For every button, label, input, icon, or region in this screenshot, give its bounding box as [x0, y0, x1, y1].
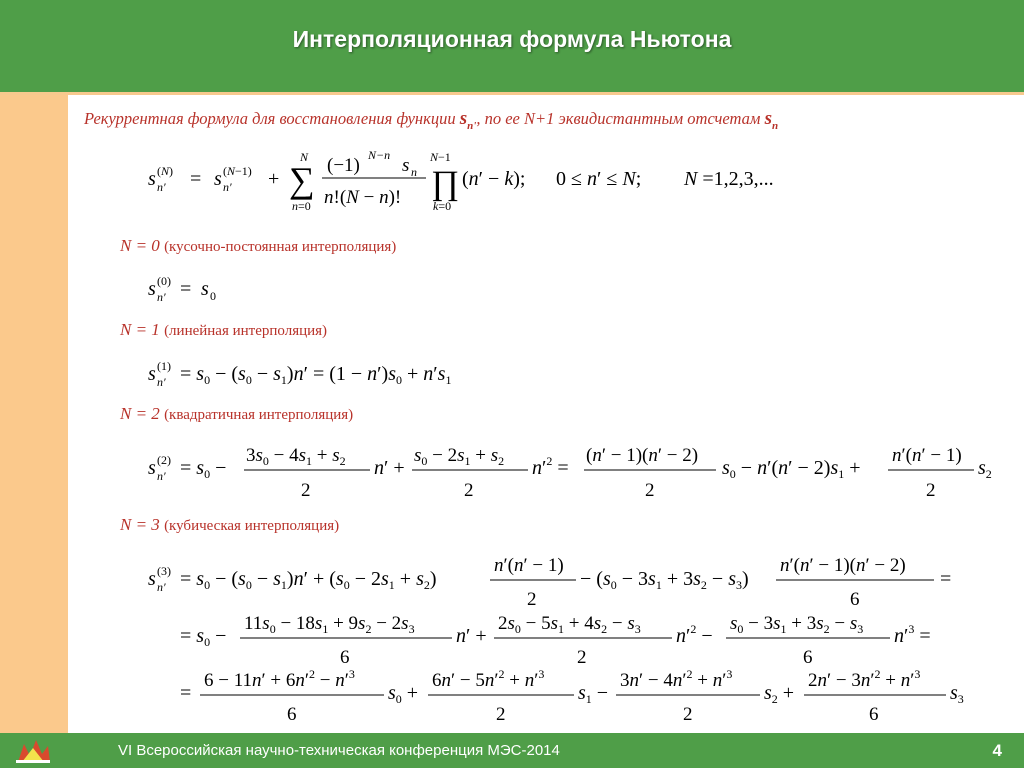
- svg-text:n′(n′ − 1): n′(n′ − 1): [892, 445, 962, 466]
- svg-text:s: s: [201, 278, 209, 300]
- svg-text:2s0 − 5s1 + 4s2 − s3: $2s_0 - 5s_1 + 4s_2 - s_3$: [498, 613, 641, 636]
- intro-text-part1: Рекуррентная формула для восстановления функции: [84, 109, 456, 128]
- svg-text:2: 2: [464, 480, 474, 501]
- svg-text:2: 2: [926, 480, 936, 501]
- svg-text:0: 0: [210, 289, 216, 303]
- svg-text:3n′ − 4n′2 + n′3: $3n' - 4n'^2 + n'^3$: [620, 667, 733, 691]
- svg-text:s0 − n′(n′ − 2)s1 +: $s_0 - n'(n' - 2)s_1$ +: [722, 457, 861, 481]
- case-n2-label: N = 2: [120, 404, 160, 423]
- formula-n3-line1: [148, 555, 951, 610]
- svg-text:+: +: [268, 168, 280, 190]
- formula-n0: [148, 274, 216, 304]
- intro-var-sn-sub: n: [771, 119, 779, 132]
- svg-text:s: s: [402, 155, 410, 176]
- svg-text:n′: n′: [157, 580, 166, 594]
- svg-text:(3): (3): [157, 564, 171, 578]
- svg-text:n: n: [411, 165, 417, 179]
- slide-footer: [0, 733, 1024, 768]
- svg-text:6: 6: [287, 704, 297, 725]
- svg-text:s0 − 3s1 + 3s2 − s3: $s_0 - 3s_1 + 3s_2 - s_3$: [730, 613, 864, 636]
- intro-var-s-base: s: [459, 108, 468, 129]
- svg-text:2: 2: [577, 647, 587, 668]
- svg-text:(2): (2): [157, 453, 171, 467]
- svg-text:s2 +: $s_2$ +: [764, 682, 795, 706]
- svg-text:s: s: [148, 363, 156, 385]
- case-n3-label: N = 3: [120, 515, 160, 534]
- svg-text:s0 − 2s1 + s2: $s_0 - 2s_1 + s_2$: [414, 445, 505, 468]
- svg-text:2n′ − 3n′2 + n′3: $2n' - 3n'^2 + n'^3$: [808, 667, 921, 691]
- formula-n1: [148, 359, 451, 389]
- svg-text:− (s0 − 3s1 + 3s2 − s3): − $(s_0 - 3s_1 + 3s_2 - s_3)$: [580, 568, 749, 592]
- svg-text:s: s: [148, 457, 156, 479]
- svg-text:s2: $s_2$: [978, 457, 992, 481]
- formula-n2: [148, 445, 992, 501]
- svg-text:n′2 −: $n'^2$ −: [676, 622, 713, 647]
- svg-text:n!(N − n)!: n!(N − n)!: [324, 187, 402, 208]
- svg-text:s0 +: $s_0$ +: [388, 682, 419, 706]
- svg-text:n′: n′: [157, 290, 166, 304]
- case-n2-desc: (квадратичная интерполяция): [164, 407, 354, 423]
- svg-text:n′(n′ − 1)(n′ − 2): n′(n′ − 1)(n′ − 2): [780, 555, 906, 576]
- svg-text:n=0: n=0: [292, 199, 311, 213]
- svg-text:s: s: [148, 168, 156, 190]
- svg-text:(n′ − k);: (n′ − k);: [462, 168, 526, 190]
- case-n1-desc: (линейная интерполяция): [164, 323, 328, 339]
- svg-text:(n′ − 1)(n′ − 2): (n′ − 1)(n′ − 2): [586, 445, 699, 466]
- formula-n3-line2: [180, 613, 931, 668]
- svg-text:= s0 −: = $s_0$ −: [180, 457, 227, 481]
- svg-text:6n′ − 5n′2 + n′3: $6n' - 5n'^2 + n'^3$: [432, 667, 545, 691]
- conference-name: VI Всероссийская научно-техническая конференция МЭС-2014: [118, 742, 560, 759]
- svg-text:= s0 −: = $s_0$ −: [180, 625, 227, 649]
- svg-text:N =1,2,3,...: N =1,2,3,...: [684, 168, 774, 190]
- svg-text:∑: ∑: [289, 160, 315, 200]
- svg-text:(0): (0): [157, 274, 171, 288]
- svg-text:n′ +: n′ +: [456, 625, 487, 647]
- svg-text:2: 2: [527, 589, 537, 610]
- svg-text:2: 2: [496, 704, 506, 725]
- svg-text:s3: $s_3$: [950, 682, 964, 706]
- svg-text:6: 6: [850, 589, 860, 610]
- svg-text:s: s: [148, 568, 156, 590]
- svg-text:= s0 − (s0 − s1)n′ + (s0 − 2s1: = $s_0 - (s_0 - s_1)n' + (s_0 - 2s_1 + s_2)$: [180, 568, 437, 592]
- case-n1-label: N = 1: [120, 320, 160, 339]
- svg-text:=: =: [190, 168, 202, 190]
- page-number: 4: [992, 741, 1002, 760]
- case-n0-label: N = 0: [120, 236, 160, 255]
- svg-text:=: =: [940, 568, 952, 590]
- svg-text:s: s: [214, 168, 222, 190]
- svg-text:N−n: N−n: [368, 148, 391, 162]
- svg-text:N: N: [300, 150, 309, 164]
- conference-logo-icon: [12, 736, 54, 766]
- svg-text:s: s: [148, 278, 156, 300]
- svg-text:=: =: [180, 682, 192, 704]
- svg-text:∏: ∏: [431, 165, 459, 202]
- svg-text:n′: n′: [157, 469, 166, 483]
- svg-text:2: 2: [301, 480, 311, 501]
- formula-n3-line3: [180, 667, 964, 725]
- svg-text:2: 2: [645, 480, 655, 501]
- svg-text:k=0: k=0: [433, 199, 452, 213]
- svg-text:(N−1): (N−1): [223, 164, 252, 178]
- svg-text:11s0 − 18s1 + 9s2 − 2s3: $11s_0 - 18s_1 + 9s_2 - 2s_3$: [244, 613, 415, 636]
- case-n3-desc: (кубическая интерполяция): [164, 518, 340, 534]
- svg-text:n′: n′: [157, 180, 166, 194]
- svg-text:3s0 − 4s1 + s2: $3s_0 - 4s_1 + s_2$: [246, 445, 346, 468]
- svg-text:n′ +: n′ +: [374, 457, 405, 479]
- svg-text:2: 2: [683, 704, 693, 725]
- svg-text:s1 −: $s_1$ −: [578, 682, 609, 706]
- svg-text:n′2 =: $n'^2$ =: [532, 454, 569, 479]
- svg-text:n′(n′ − 1): n′(n′ − 1): [494, 555, 564, 576]
- svg-text:6: 6: [869, 704, 879, 725]
- svg-text:N−1: N−1: [430, 150, 451, 164]
- svg-text:n′: n′: [223, 180, 232, 194]
- intro-text-part2: , по ее N+1 эквидистантным отсчетам: [476, 109, 761, 128]
- svg-text:6: 6: [340, 647, 350, 668]
- svg-text:(1): (1): [157, 359, 171, 373]
- svg-text:6: 6: [803, 647, 813, 668]
- intro-var-s-sub: n': [467, 119, 477, 132]
- svg-text:n′: n′: [157, 375, 166, 389]
- svg-text:n′3 =: $n'^3$ =: [894, 622, 931, 647]
- formula-recurrence: [148, 148, 774, 213]
- svg-text:6 − 11n′ + 6n′2 − n′3: $6 - 11n' + 6n'^2 - n'^3$: [204, 667, 355, 691]
- svg-text:(N): (N): [157, 164, 174, 178]
- svg-text:=: =: [180, 278, 192, 300]
- slide-title: Интерполяционная формула Ньютона: [292, 26, 732, 52]
- svg-text:= s0 − (s0 − s1)n′ = (1 − n′)s: = $s_0 - (s_0 - s_1)n' = (1 - n')s_0 + n's_1$: [180, 363, 452, 387]
- case-n0-desc: (кусочно-постоянная интерполяция): [164, 239, 397, 255]
- svg-text:(−1): (−1): [327, 155, 360, 176]
- svg-text:0 ≤ n′ ≤ N;: 0 ≤ n′ ≤ N;: [556, 168, 642, 190]
- intro-var-sn-base: s: [764, 108, 772, 129]
